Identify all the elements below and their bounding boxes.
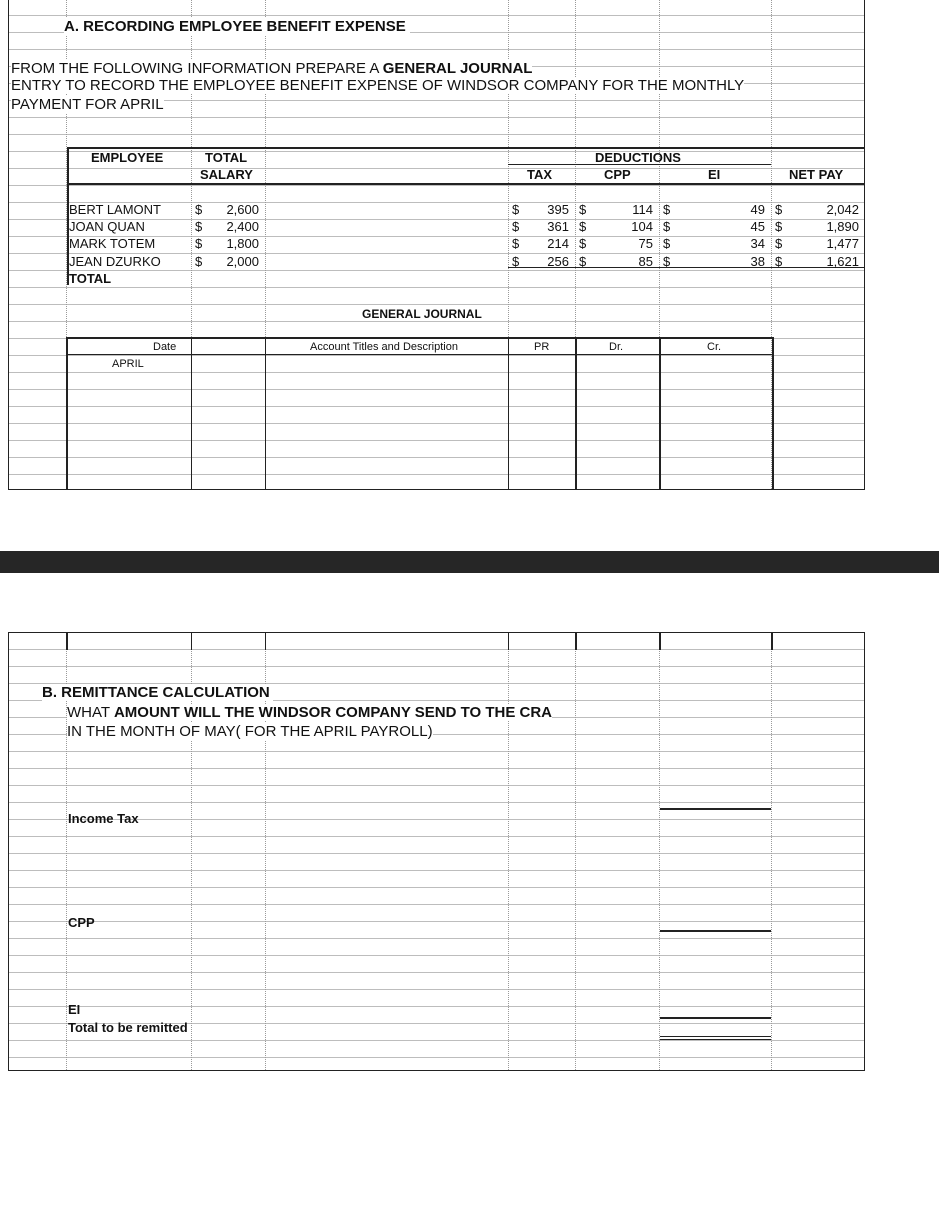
tax-value: 214 [547, 236, 569, 251]
cpp-value: 85 [638, 254, 653, 269]
payroll-table-top-border [67, 147, 865, 149]
question-emphasis: AMOUNT WILL THE WINDSOR COMPANY SEND TO THE CRA [113, 704, 553, 721]
instruction-line-3: PAYMENT FOR APRIL [11, 96, 164, 113]
journal-continuation-border [508, 633, 509, 650]
header-net-pay: NET PAY [789, 167, 844, 182]
income-tax-label: Income Tax [68, 811, 139, 826]
net-pay-value: 1,477 [826, 236, 859, 251]
cpp-answer-cell[interactable] [660, 913, 771, 929]
salary-value: 2,400 [226, 219, 259, 234]
currency-symbol: $ [195, 236, 203, 251]
payroll-table-header-border [67, 183, 865, 185]
total-remitted-answer-cell[interactable] [660, 1019, 771, 1035]
header-cpp: CPP [604, 167, 631, 182]
cpp-answer-line [660, 930, 771, 932]
salary-value: 2,000 [226, 254, 259, 269]
page-break-band [0, 551, 939, 573]
instruction-line-1 [11, 60, 532, 77]
net-pay-value: 1,890 [826, 219, 859, 234]
header-employee: EMPLOYEE [91, 150, 164, 165]
currency-symbol: $ [512, 254, 520, 269]
journal-header-date: Date [153, 341, 177, 353]
journal-header-dr: Dr. [609, 341, 624, 353]
general-journal-title: GENERAL JOURNAL [362, 307, 482, 321]
currency-symbol: $ [195, 202, 203, 217]
cpp-value: 75 [638, 236, 653, 251]
worksheet-section-a [8, 0, 865, 490]
currency-symbol: $ [512, 202, 520, 217]
journal-continuation-border [771, 633, 773, 650]
total-remitted-label: Total to be remitted [68, 1020, 188, 1035]
salary-value: 1,800 [226, 236, 259, 251]
instruction-text: FROM THE FOLLOWING INFORMATION PREPARE A [11, 60, 383, 77]
net-pay-value: 1,621 [826, 254, 859, 269]
header-total: TOTAL [205, 150, 248, 165]
currency-symbol: $ [579, 236, 587, 251]
currency-symbol: $ [775, 202, 783, 217]
grid-column-line [508, 633, 509, 1070]
currency-symbol: $ [663, 219, 671, 234]
tax-value: 395 [547, 202, 569, 217]
currency-symbol: $ [663, 236, 671, 251]
cpp-label: CPP [68, 915, 95, 930]
header-ei: EI [708, 167, 721, 182]
currency-symbol: $ [663, 202, 671, 217]
journal-continuation-border [265, 633, 266, 650]
header-salary: SALARY [200, 167, 253, 182]
employee-name: MARK TOTEM [69, 236, 156, 251]
ei-value: 34 [750, 236, 765, 251]
ei-value: 45 [750, 219, 765, 234]
journal-header-cr: Cr. [707, 341, 722, 353]
instruction-line-2: ENTRY TO RECORD THE EMPLOYEE BENEFIT EXPENSE OF WINDSOR COMPANY FOR THE MONTHLY [11, 77, 745, 94]
remittance-question-line-1 [67, 704, 552, 721]
cpp-value: 114 [632, 202, 653, 217]
employee-name: BERT LAMONT [69, 202, 161, 217]
section-b-heading: B. REMITTANCE CALCULATION [42, 684, 273, 701]
currency-symbol: $ [663, 254, 671, 269]
cpp-value: 104 [631, 219, 653, 234]
payroll-total-label: TOTAL [69, 271, 112, 286]
worksheet-section-b [8, 632, 865, 1071]
journal-continuation-border [66, 633, 68, 650]
grid-column-line [659, 633, 660, 1070]
ei-label: EI [68, 1002, 81, 1017]
header-tax: TAX [527, 167, 553, 182]
journal-continuation-border [659, 633, 661, 650]
journal-continuation-border [191, 633, 192, 650]
payroll-table-right-border [864, 147, 865, 267]
employee-name: JEAN DZURKO [69, 254, 161, 269]
currency-symbol: $ [195, 219, 203, 234]
currency-symbol: $ [579, 219, 587, 234]
employee-name: JOAN QUAN [69, 219, 145, 234]
ei-value: 38 [750, 254, 765, 269]
header-deductions: DEDUCTIONS [595, 150, 681, 165]
currency-symbol: $ [775, 219, 783, 234]
salary-value: 2,600 [226, 202, 259, 217]
currency-symbol: $ [512, 219, 520, 234]
journal-date-month: APRIL [112, 358, 144, 370]
currency-symbol: $ [579, 202, 587, 217]
grid-column-line [771, 633, 772, 1070]
net-pay-value: 2,042 [826, 202, 859, 217]
section-a-heading: A. RECORDING EMPLOYEE BENEFIT EXPENSE [64, 18, 410, 35]
journal-header-underline [67, 354, 773, 355]
journal-entry-area[interactable] [69, 373, 769, 483]
currency-symbol: $ [775, 236, 783, 251]
journal-header-account: Account Titles and Description [310, 341, 458, 353]
question-text: WHAT [67, 704, 114, 721]
grid-column-line [575, 633, 576, 1070]
currency-symbol: $ [579, 254, 587, 269]
total-double-underline-2 [660, 1039, 771, 1040]
currency-symbol: $ [512, 236, 520, 251]
total-double-underline-1 [660, 1036, 771, 1037]
currency-symbol: $ [775, 254, 783, 269]
instruction-emphasis: GENERAL JOURNAL [382, 60, 533, 77]
tax-value: 361 [547, 219, 569, 234]
income-tax-answer-cell[interactable] [660, 810, 771, 826]
journal-header-pr: PR [534, 341, 550, 353]
ei-value: 49 [750, 202, 765, 217]
tax-value: 256 [547, 254, 569, 269]
journal-continuation-border [575, 633, 577, 650]
remittance-question-line-2: IN THE MONTH OF MAY( FOR THE APRIL PAYROLL) [67, 723, 433, 740]
currency-symbol: $ [195, 254, 203, 269]
